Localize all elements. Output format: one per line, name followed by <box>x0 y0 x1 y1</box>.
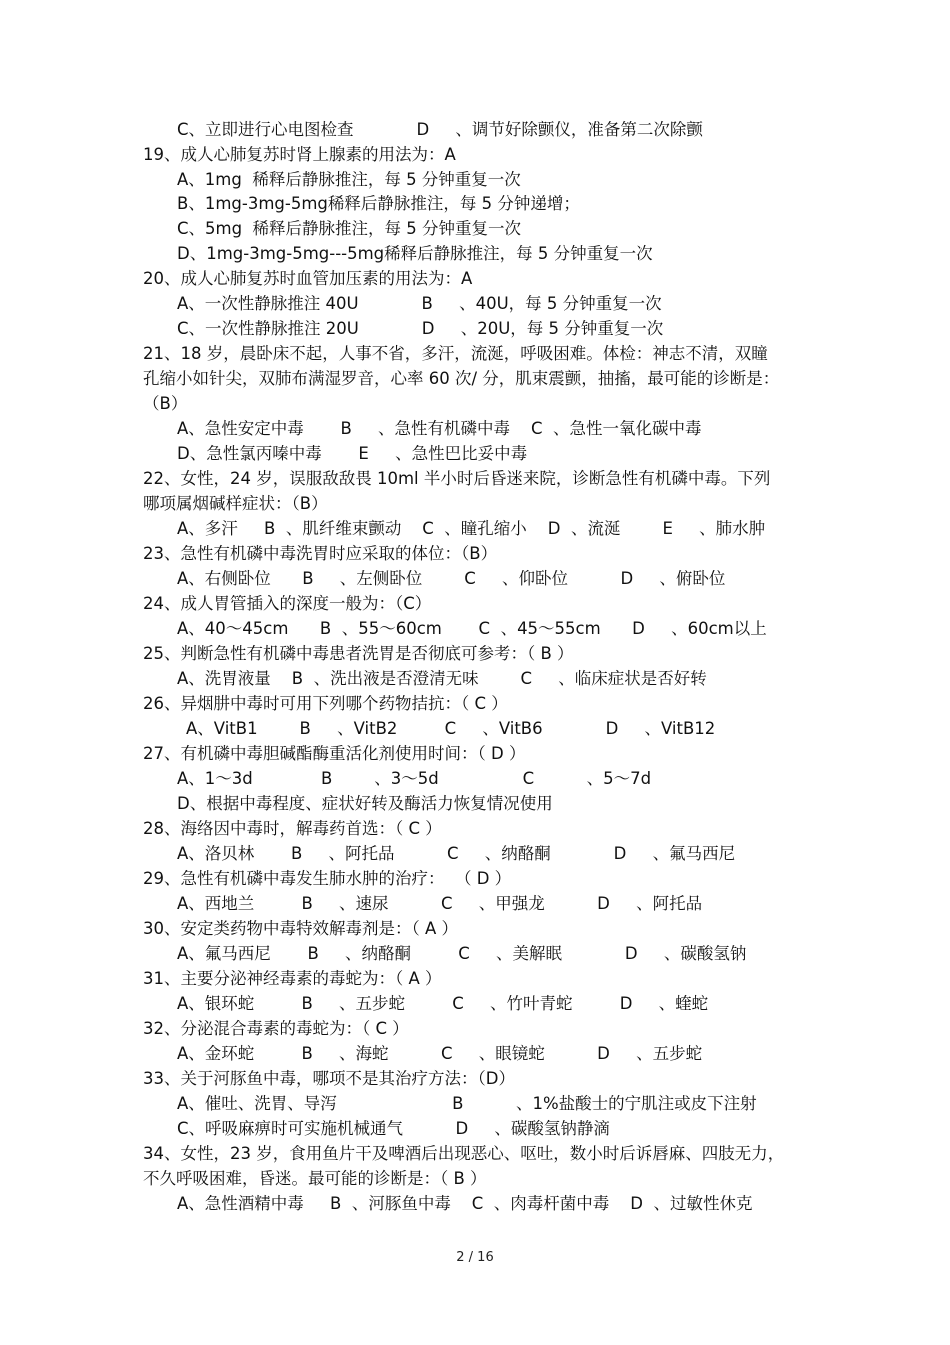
question-27: 27、有机磷中毒胆碱酯酶重活化剂使用时间：（ D ） <box>143 744 526 763</box>
question-text: 哪项属烟碱样症状：（B） <box>143 494 328 513</box>
question-23: 23、急性有机磷中毒洗胃时应采取的体位：（B） <box>143 544 498 563</box>
option-line: A、催吐、洗胃、导泻 B 、1%盐酸士的宁肌注或皮下注射 <box>177 1094 757 1113</box>
option-line: A、氟马西尼 B 、纳酪酮 C 、美解眠 D 、碳酸氢钠 <box>177 944 747 963</box>
question-20: 20、成人心肺复苏时血管加压素的用法为：A <box>143 269 473 288</box>
option-line: A、洗胃液量 B 、洗出液是否澄清无味 C 、临床症状是否好转 <box>177 669 707 688</box>
option-line: A、VitB1 B 、VitB2 C 、VitB6 D 、VitB12 <box>186 719 716 738</box>
option-line: C、一次性静脉推注 20U D 、20U，每 5 分钟重复一次 <box>177 319 664 338</box>
question-text: 孔缩小如针尖，双肺布满湿罗音，心率 60 次/ 分，肌束震颤，抽搐，最可能的诊断是： <box>143 369 780 388</box>
option-line: A、多汗 B 、肌纤维束颤动 C 、瞳孔缩小 D 、流涎 E 、肺水肿 <box>177 519 766 538</box>
option-line: A、1～3d B 、3～5d C 、5～7d <box>177 769 652 788</box>
option-line: C、5mg 稀释后静脉推注，每 5 分钟重复一次 <box>177 219 522 238</box>
question-28: 28、海络因中毒时，解毒药首选：（ C ） <box>143 819 442 838</box>
question-31: 31、主要分泌神经毒素的毒蛇为：（ A ） <box>143 969 442 988</box>
question-29: 29、急性有机磷中毒发生肺水肿的治疗： （ D ） <box>143 869 512 888</box>
option-line: A、40～45cm B 、55～60cm C 、45～55cm D 、60cm以上 <box>177 619 767 638</box>
question-30: 30、安定类药物中毒特效解毒剂是：（ A ） <box>143 919 459 938</box>
option-line: A、洛贝林 B 、阿托品 C 、纳酪酮 D 、氟马西尼 <box>177 844 736 863</box>
option-line: A、一次性静脉推注 40U B 、40U，每 5 分钟重复一次 <box>177 294 662 313</box>
option-line: A、西地兰 B 、速尿 C 、甲强龙 D 、阿托品 <box>177 894 703 913</box>
text-line: C、立即进行心电图检查 D 、调节好除颤仪，准备第二次除颤 <box>177 120 703 139</box>
option-line: A、1mg 稀释后静脉推注，每 5 分钟重复一次 <box>177 170 521 189</box>
option-line: A、急性酒精中毒 B 、河豚鱼中毒 C 、肉毒杆菌中毒 D 、过敏性休克 <box>177 1194 753 1213</box>
option-line: C、呼吸麻痹时可实施机械通气 D 、碳酸氢钠静滴 <box>177 1119 610 1138</box>
option-line: A、金环蛇 B 、海蛇 C 、眼镜蛇 D 、五步蛇 <box>177 1044 703 1063</box>
option-line: D、急性氯丙嗪中毒 E 、急性巴比妥中毒 <box>177 444 528 463</box>
question-22: 22、女性，24 岁，误服敌敌畏 10ml 半小时后昏迷来院，诊断急性有机磷中毒。下列 <box>143 469 771 488</box>
option-line: B、1mg-3mg-5mg稀释后静脉推注，每 5 分钟递增； <box>177 194 580 213</box>
answer-text: （B） <box>143 394 188 413</box>
question-text: 不久呼吸困难，昏迷。最可能的诊断是：（ B ） <box>143 1169 487 1188</box>
question-32: 32、分泌混合毒素的毒蛇为：（ C ） <box>143 1019 409 1038</box>
question-21: 21、18 岁，晨卧床不起，人事不省，多汗，流涎，呼吸困难。体检：神志不清，双瞳 <box>143 344 768 363</box>
question-34: 34、女性，23 岁，食用鱼片干及啤酒后出现恶心、呕吐，数小时后诉唇麻、四肢无力， <box>143 1144 785 1163</box>
option-line: A、急性安定中毒 B 、急性有机磷中毒 C 、急性一氧化碳中毒 <box>177 419 702 438</box>
option-line: A、右侧卧位 B 、左侧卧位 C 、仰卧位 D 、俯卧位 <box>177 569 726 588</box>
option-line: D、1mg-3mg-5mg---5mg稀释后静脉推注，每 5 分钟重复一次 <box>177 244 653 263</box>
question-33: 33、关于河豚鱼中毒，哪项不是其治疗方法：（D） <box>143 1069 515 1088</box>
option-line: A、银环蛇 B 、五步蛇 C 、竹叶青蛇 D 、蝰蛇 <box>177 994 709 1013</box>
option-line: D、根据中毒程度、症状好转及酶活力恢复情况使用 <box>177 794 553 813</box>
question-26: 26、异烟肼中毒时可用下列哪个药物拮抗：（ C ） <box>143 694 508 713</box>
question-19: 19、成人心肺复苏时肾上腺素的用法为：A <box>143 145 456 164</box>
question-24: 24、成人胃管插入的深度一般为：（C） <box>143 594 432 613</box>
page-number: 2 / 16 <box>456 1250 494 1265</box>
question-25: 25、判断急性有机磷中毒患者洗胃是否彻底可参考：（ B ） <box>143 644 574 663</box>
